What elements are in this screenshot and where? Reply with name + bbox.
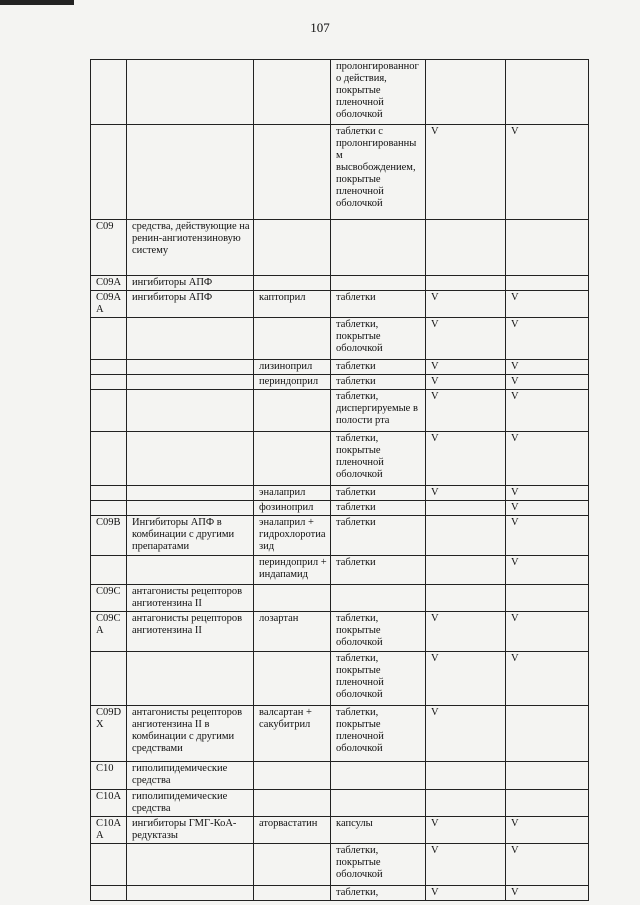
inn-cell [254,390,331,432]
mark-cell-1: V [426,291,506,318]
mark-cell-1 [426,516,506,556]
dosage-form-cell: таблетки [331,516,426,556]
atc-code-cell [91,60,127,125]
mark-cell-1: V [426,612,506,652]
inn-cell [254,790,331,817]
atc-code-cell [91,886,127,901]
mark-cell-2: V [506,360,589,375]
mark-cell-1 [426,762,506,790]
atc-code-cell: C09A A [91,291,127,318]
mark-cell-1 [426,276,506,291]
group-name-cell [127,125,254,220]
dosage-form-cell: таблетки [331,556,426,585]
table-row [91,817,589,844]
table-row [91,886,589,901]
table-row [91,844,589,886]
dosage-form-cell: капсулы [331,817,426,844]
atc-code-cell [91,556,127,585]
table-row [91,375,589,390]
mark-cell-1: V [426,390,506,432]
dosage-form-cell: таблетки, покрытые пленочной оболочкой [331,706,426,762]
inn-cell: лозартан [254,612,331,652]
mark-cell-2 [506,762,589,790]
mark-cell-2: V [506,125,589,220]
dosage-form-cell [331,220,426,276]
table-row [91,60,589,125]
table-row [91,762,589,790]
group-name-cell: Ингибиторы АПФ в комбинации с другими препаратами [127,516,254,556]
group-name-cell [127,844,254,886]
inn-cell [254,125,331,220]
mark-cell-2 [506,585,589,612]
atc-code-cell: C09C A [91,612,127,652]
table-row [91,501,589,516]
mark-cell-1: V [426,375,506,390]
atc-code-cell [91,486,127,501]
group-name-cell: антагонисты рецепторов ангиотензина II [127,612,254,652]
page-number: 107 [310,20,330,35]
dosage-form-cell: таблетки, покрытые оболочкой [331,318,426,360]
mark-cell-2 [506,220,589,276]
mark-cell-1 [426,585,506,612]
table-row [91,276,589,291]
atc-code-cell [91,390,127,432]
group-name-cell [127,360,254,375]
dosage-form-cell: таблетки [331,291,426,318]
table-row [91,390,589,432]
inn-cell: периндоприл + индапамид [254,556,331,585]
table-row [91,291,589,318]
group-name-cell [127,652,254,706]
table-row [91,516,589,556]
mark-cell-1 [426,790,506,817]
dosage-form-cell: таблетки [331,486,426,501]
group-name-cell: ингибиторы АПФ [127,291,254,318]
atc-code-cell [91,318,127,360]
mark-cell-2: V [506,390,589,432]
mark-cell-2: V [506,375,589,390]
group-name-cell: антагонисты рецепторов ангиотензина II в комбинации с другими средствами [127,706,254,762]
dosage-form-cell: таблетки, покрытые пленочной оболочкой [331,432,426,486]
atc-code-cell [91,652,127,706]
dosage-form-cell [331,585,426,612]
inn-cell [254,318,331,360]
mark-cell-1 [426,60,506,125]
atc-code-cell [91,360,127,375]
mark-cell-2: V [506,501,589,516]
group-name-cell [127,556,254,585]
mark-cell-1 [426,556,506,585]
group-name-cell [127,375,254,390]
inn-cell [254,652,331,706]
atc-code-cell [91,432,127,486]
table-row [91,556,589,585]
dosage-form-cell: таблетки, диспергируемые в полости рта [331,390,426,432]
inn-cell: лизиноприл [254,360,331,375]
dosage-form-cell: таблетки с пролонгированны м высвобождением, покрытые пленочной оболочкой [331,125,426,220]
dosage-form-cell: пролонгированног о действия, покрытые пленочной оболочкой [331,60,426,125]
group-name-cell [127,390,254,432]
table-row [91,612,589,652]
atc-code-cell: C10A A [91,817,127,844]
table-row [91,360,589,375]
inn-cell [254,585,331,612]
atc-code-cell [91,375,127,390]
mark-cell-1: V [426,432,506,486]
atc-code-cell: C09 [91,220,127,276]
mark-cell-1: V [426,817,506,844]
atc-code-cell: C09B [91,516,127,556]
atc-code-cell [91,844,127,886]
group-name-cell [127,318,254,360]
mark-cell-1: V [426,706,506,762]
table-row [91,220,589,276]
group-name-cell [127,501,254,516]
dosage-form-cell: таблетки, [331,886,426,901]
mark-cell-1 [426,501,506,516]
mark-cell-1: V [426,886,506,901]
dosage-form-cell: таблетки [331,360,426,375]
mark-cell-1: V [426,652,506,706]
mark-cell-2 [506,276,589,291]
atc-code-cell: C10 [91,762,127,790]
mark-cell-2: V [506,318,589,360]
inn-cell: эналаприл [254,486,331,501]
atc-code-cell: C10A [91,790,127,817]
mark-cell-2: V [506,516,589,556]
mark-cell-1: V [426,844,506,886]
mark-cell-2: V [506,844,589,886]
inn-cell [254,432,331,486]
mark-cell-1: V [426,125,506,220]
dosage-form-cell: таблетки, покрытые пленочной оболочкой [331,652,426,706]
group-name-cell: средства, действующие на ренин-ангиотензиновую систему [127,220,254,276]
inn-cell [254,886,331,901]
mark-cell-2: V [506,817,589,844]
inn-cell: валсартан + сакубитрил [254,706,331,762]
table-row [91,652,589,706]
table-row [91,486,589,501]
mark-cell-1: V [426,486,506,501]
mark-cell-1 [426,220,506,276]
inn-cell [254,276,331,291]
mark-cell-2 [506,60,589,125]
atc-code-cell: C09D X [91,706,127,762]
group-name-cell: ингибиторы ГМГ-КоА-редуктазы [127,817,254,844]
inn-cell [254,762,331,790]
group-name-cell: гиполипидемические средства [127,790,254,817]
mark-cell-2: V [506,556,589,585]
drug-table [90,59,589,901]
group-name-cell: антагонисты рецепторов ангиотензина II [127,585,254,612]
inn-cell: каптоприл [254,291,331,318]
dosage-form-cell: таблетки [331,501,426,516]
dosage-form-cell [331,762,426,790]
dosage-form-cell: таблетки, покрытые оболочкой [331,844,426,886]
atc-code-cell: C09C [91,585,127,612]
group-name-cell [127,486,254,501]
inn-cell: периндоприл [254,375,331,390]
table-row [91,432,589,486]
inn-cell: аторвастатин [254,817,331,844]
mark-cell-2 [506,790,589,817]
mark-cell-2: V [506,486,589,501]
mark-cell-1: V [426,318,506,360]
mark-cell-1: V [426,360,506,375]
table-row [91,318,589,360]
mark-cell-2: V [506,291,589,318]
dosage-form-cell: таблетки, покрытые оболочкой [331,612,426,652]
scan-corner-mark [0,0,74,5]
group-name-cell: ингибиторы АПФ [127,276,254,291]
group-name-cell: гиполипидемические средства [127,762,254,790]
inn-cell: фозиноприл [254,501,331,516]
inn-cell [254,220,331,276]
table-row [91,706,589,762]
mark-cell-2: V [506,612,589,652]
mark-cell-2 [506,706,589,762]
dosage-form-cell: таблетки [331,375,426,390]
group-name-cell [127,886,254,901]
table-row [91,125,589,220]
dosage-form-cell [331,790,426,817]
group-name-cell [127,60,254,125]
group-name-cell [127,432,254,486]
mark-cell-2: V [506,886,589,901]
table-row [91,585,589,612]
atc-code-cell: C09A [91,276,127,291]
inn-cell: эналаприл + гидрохлоротиа зид [254,516,331,556]
atc-code-cell [91,501,127,516]
mark-cell-2: V [506,652,589,706]
inn-cell [254,60,331,125]
inn-cell [254,844,331,886]
table-row [91,790,589,817]
mark-cell-2: V [506,432,589,486]
atc-code-cell [91,125,127,220]
drug-table-body [91,60,589,901]
dosage-form-cell [331,276,426,291]
